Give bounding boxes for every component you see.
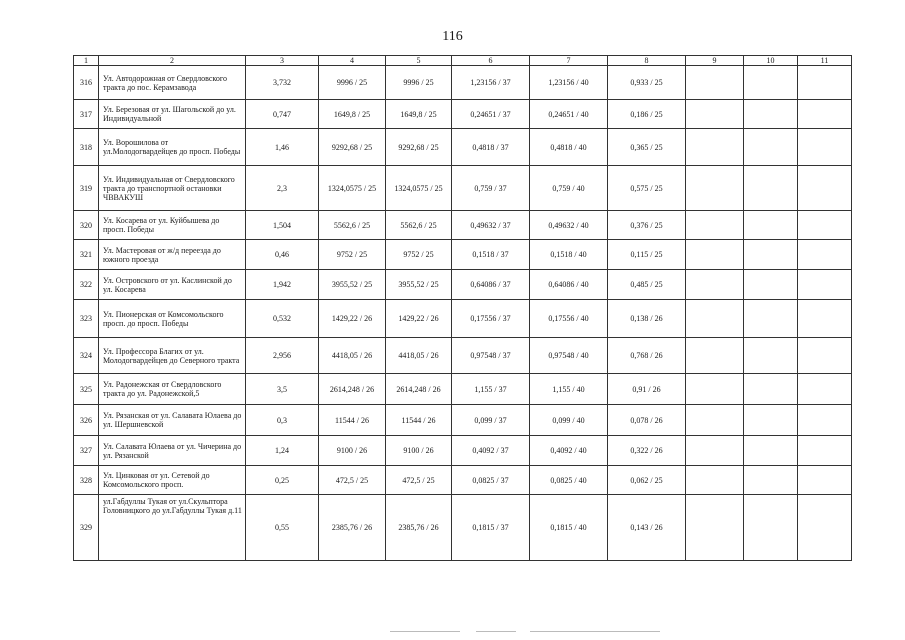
table-row	[74, 338, 852, 374]
cell-col4: 1429,22 / 26	[319, 300, 386, 338]
street-name: Ул. Профессора Благих от ул. Молодогвардейцев до Северного тракта	[99, 338, 246, 374]
street-name: Ул. Индивидуальная от Свердловского тракта до транспортной остановки ЧВВАКУШ	[99, 166, 246, 211]
row-number: 324	[74, 338, 99, 374]
header-cell: 1	[74, 56, 99, 66]
street-name: Ул. Островского от ул. Каслинской до ул. Косарева	[99, 270, 246, 300]
cell-col4: 1324,0575 / 25	[319, 166, 386, 211]
cell-col11	[798, 436, 852, 466]
cell-col7: 1,23156 / 40	[530, 66, 608, 100]
cell-col9	[686, 270, 744, 300]
cell-col4: 9292,68 / 25	[319, 129, 386, 166]
row-number: 329	[74, 495, 99, 561]
cell-col6: 1,155 / 37	[452, 374, 530, 405]
cell-col4: 9100 / 26	[319, 436, 386, 466]
cell-col3: 3,5	[246, 374, 319, 405]
cell-col3: 2,3	[246, 166, 319, 211]
cell-col5: 2385,76 / 26	[386, 495, 452, 561]
cell-col5: 9100 / 26	[386, 436, 452, 466]
page-number: 116	[442, 29, 463, 44]
cell-col8: 0,143 / 26	[608, 495, 686, 561]
cell-col11	[798, 466, 852, 495]
cell-col6: 0,4818 / 37	[452, 129, 530, 166]
cell-col7: 0,4092 / 40	[530, 436, 608, 466]
table-row	[74, 166, 852, 211]
cell-col4: 2385,76 / 26	[319, 495, 386, 561]
cell-col10	[744, 66, 798, 100]
row-number: 326	[74, 405, 99, 436]
row-number: 317	[74, 100, 99, 129]
table-row	[74, 374, 852, 405]
header-cell: 10	[744, 56, 798, 66]
header-cell: 11	[798, 56, 852, 66]
header-cell: 8	[608, 56, 686, 66]
cell-col7: 0,49632 / 40	[530, 211, 608, 240]
row-number: 325	[74, 374, 99, 405]
cell-col6: 0,1815 / 37	[452, 495, 530, 561]
table-row	[74, 100, 852, 129]
header-cell: 6	[452, 56, 530, 66]
cell-col8: 0,322 / 26	[608, 436, 686, 466]
street-name: Ул. Пионерская от Комсомольского просп. до просп. Победы	[99, 300, 246, 338]
cell-col9	[686, 100, 744, 129]
cell-col9	[686, 66, 744, 100]
header-row	[74, 56, 852, 66]
cell-col3: 1,24	[246, 436, 319, 466]
roads-table	[73, 55, 852, 561]
cell-col11	[798, 300, 852, 338]
cell-col7: 0,17556 / 40	[530, 300, 608, 338]
cell-col10	[744, 338, 798, 374]
cell-col4: 11544 / 26	[319, 405, 386, 436]
header-cell: 3	[246, 56, 319, 66]
cell-col3: 0,747	[246, 100, 319, 129]
cell-col5: 4418,05 / 26	[386, 338, 452, 374]
cell-col5: 1649,8 / 25	[386, 100, 452, 129]
street-name: Ул. Автодорожная от Свердловского тракта до пос. Керамзавода	[99, 66, 246, 100]
cell-col9	[686, 495, 744, 561]
cell-col8: 0,138 / 26	[608, 300, 686, 338]
cell-col7: 0,1815 / 40	[530, 495, 608, 561]
cell-col7: 1,155 / 40	[530, 374, 608, 405]
cell-col3: 0,46	[246, 240, 319, 270]
cell-col3: 1,942	[246, 270, 319, 300]
row-number: 322	[74, 270, 99, 300]
street-name: Ул. Радонежская от Свердловского тракта до ул. Радонежской,5	[99, 374, 246, 405]
cell-col11	[798, 405, 852, 436]
cell-col3: 1,46	[246, 129, 319, 166]
cell-col6: 0,64086 / 37	[452, 270, 530, 300]
header-cell: 4	[319, 56, 386, 66]
cell-col7: 0,759 / 40	[530, 166, 608, 211]
table-row	[74, 495, 852, 561]
cell-col7: 0,099 / 40	[530, 405, 608, 436]
cell-col5: 472,5 / 25	[386, 466, 452, 495]
row-number: 318	[74, 129, 99, 166]
cell-col10	[744, 240, 798, 270]
cell-col11	[798, 66, 852, 100]
table-row	[74, 436, 852, 466]
street-name: Ул. Салавата Юлаева от ул. Чичерина до ул. Рязанской	[99, 436, 246, 466]
footer-rule	[476, 631, 516, 632]
cell-col3: 0,25	[246, 466, 319, 495]
cell-col10	[744, 129, 798, 166]
street-name: Ул. Косарева от ул. Куйбышева до просп. Победы	[99, 211, 246, 240]
cell-col5: 9292,68 / 25	[386, 129, 452, 166]
cell-col6: 0,759 / 37	[452, 166, 530, 211]
cell-col5: 3955,52 / 25	[386, 270, 452, 300]
cell-col10	[744, 270, 798, 300]
street-name: Ул. Цинковая от ул. Сетевой до Комсомольского просп.	[99, 466, 246, 495]
cell-col4: 9752 / 25	[319, 240, 386, 270]
header-cell: 7	[530, 56, 608, 66]
cell-col6: 0,0825 / 37	[452, 466, 530, 495]
cell-col10	[744, 300, 798, 338]
cell-col3: 1,504	[246, 211, 319, 240]
cell-col4: 3955,52 / 25	[319, 270, 386, 300]
cell-col6: 0,97548 / 37	[452, 338, 530, 374]
cell-col3: 3,732	[246, 66, 319, 100]
cell-col9	[686, 436, 744, 466]
cell-col8: 0,062 / 25	[608, 466, 686, 495]
row-number: 320	[74, 211, 99, 240]
cell-col9	[686, 338, 744, 374]
cell-col4: 2614,248 / 26	[319, 374, 386, 405]
cell-col11	[798, 129, 852, 166]
cell-col8: 0,485 / 25	[608, 270, 686, 300]
cell-col6: 0,4092 / 37	[452, 436, 530, 466]
row-number: 323	[74, 300, 99, 338]
cell-col11	[798, 211, 852, 240]
table-row	[74, 211, 852, 240]
cell-col3: 0,55	[246, 495, 319, 561]
cell-col10	[744, 495, 798, 561]
cell-col10	[744, 100, 798, 129]
cell-col6: 0,24651 / 37	[452, 100, 530, 129]
cell-col8: 0,365 / 25	[608, 129, 686, 166]
cell-col4: 1649,8 / 25	[319, 100, 386, 129]
footer-rule	[530, 631, 660, 632]
cell-col4: 9996 / 25	[319, 66, 386, 100]
cell-col3: 2,956	[246, 338, 319, 374]
cell-col9	[686, 300, 744, 338]
header-cell: 5	[386, 56, 452, 66]
cell-col10	[744, 211, 798, 240]
cell-col5: 11544 / 26	[386, 405, 452, 436]
cell-col5: 2614,248 / 26	[386, 374, 452, 405]
cell-col11	[798, 166, 852, 211]
cell-col10	[744, 466, 798, 495]
cell-col8: 0,91 / 26	[608, 374, 686, 405]
cell-col7: 0,4818 / 40	[530, 129, 608, 166]
street-name: Ул. Мастеровая от ж/д переезда до южного проезда	[99, 240, 246, 270]
cell-col4: 4418,05 / 26	[319, 338, 386, 374]
cell-col7: 0,64086 / 40	[530, 270, 608, 300]
cell-col6: 1,23156 / 37	[452, 66, 530, 100]
row-number: 327	[74, 436, 99, 466]
cell-col5: 1324,0575 / 25	[386, 166, 452, 211]
row-number: 321	[74, 240, 99, 270]
cell-col10	[744, 374, 798, 405]
cell-col9	[686, 466, 744, 495]
cell-col11	[798, 338, 852, 374]
cell-col8: 0,078 / 26	[608, 405, 686, 436]
cell-col4: 472,5 / 25	[319, 466, 386, 495]
row-number: 316	[74, 66, 99, 100]
cell-col10	[744, 405, 798, 436]
cell-col6: 0,099 / 37	[452, 405, 530, 436]
cell-col3: 0,532	[246, 300, 319, 338]
cell-col11	[798, 270, 852, 300]
cell-col10	[744, 436, 798, 466]
cell-col7: 0,24651 / 40	[530, 100, 608, 129]
cell-col9	[686, 129, 744, 166]
table-row	[74, 66, 852, 100]
row-number: 328	[74, 466, 99, 495]
cell-col9	[686, 374, 744, 405]
cell-col9	[686, 166, 744, 211]
street-name: Ул. Березовая от ул. Шагольской до ул. Индивидуальной	[99, 100, 246, 129]
street-name: Ул. Ворошилова от ул.Молодогвардейцев до просп. Победы	[99, 129, 246, 166]
cell-col9	[686, 240, 744, 270]
cell-col4: 5562,6 / 25	[319, 211, 386, 240]
table-row	[74, 270, 852, 300]
cell-col8: 0,933 / 25	[608, 66, 686, 100]
cell-col8: 0,575 / 25	[608, 166, 686, 211]
row-number: 319	[74, 166, 99, 211]
cell-col8: 0,376 / 25	[608, 211, 686, 240]
cell-col11	[798, 100, 852, 129]
header-cell: 2	[99, 56, 246, 66]
cell-col8: 0,768 / 26	[608, 338, 686, 374]
cell-col11	[798, 495, 852, 561]
cell-col6: 0,1518 / 37	[452, 240, 530, 270]
cell-col5: 5562,6 / 25	[386, 211, 452, 240]
cell-col6: 0,49632 / 37	[452, 211, 530, 240]
cell-col7: 0,97548 / 40	[530, 338, 608, 374]
cell-col8: 0,186 / 25	[608, 100, 686, 129]
table-row	[74, 240, 852, 270]
cell-col11	[798, 240, 852, 270]
cell-col7: 0,0825 / 40	[530, 466, 608, 495]
cell-col9	[686, 211, 744, 240]
table-row	[74, 300, 852, 338]
cell-col5: 9752 / 25	[386, 240, 452, 270]
header-cell: 9	[686, 56, 744, 66]
cell-col5: 1429,22 / 26	[386, 300, 452, 338]
table-row	[74, 466, 852, 495]
cell-col9	[686, 405, 744, 436]
table-row	[74, 405, 852, 436]
cell-col11	[798, 374, 852, 405]
street-name: ул.Габдуллы Тукая от ул.Скульптора Головницкого до ул.Габдуллы Тукая д.11	[99, 495, 246, 561]
cell-col8: 0,115 / 25	[608, 240, 686, 270]
table-row	[74, 129, 852, 166]
cell-col7: 0,1518 / 40	[530, 240, 608, 270]
cell-col10	[744, 166, 798, 211]
cell-col3: 0,3	[246, 405, 319, 436]
cell-col5: 9996 / 25	[386, 66, 452, 100]
street-name: Ул. Рязанская от ул. Салавата Юлаева до ул. Шершневской	[99, 405, 246, 436]
cell-col6: 0,17556 / 37	[452, 300, 530, 338]
footer-rule	[390, 631, 460, 632]
